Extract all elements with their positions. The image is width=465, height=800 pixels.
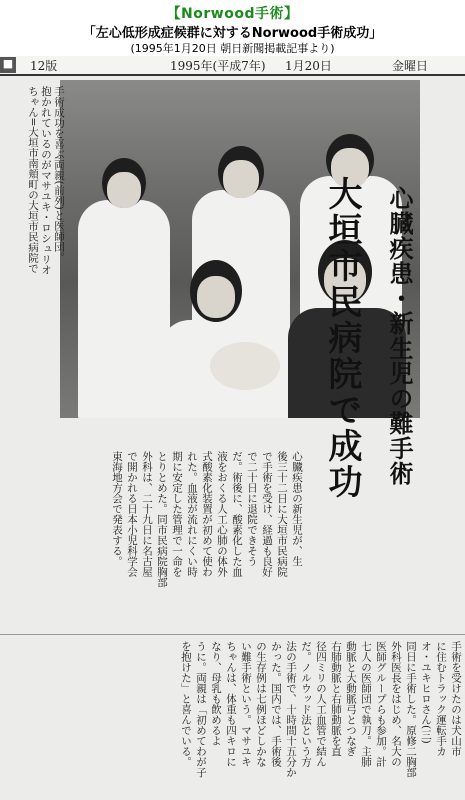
article-photo bbox=[60, 80, 420, 418]
source-note: (1995年1月20日 朝日新聞掲載記事より) bbox=[130, 42, 335, 55]
doctor-figure bbox=[78, 200, 170, 418]
baby-figure bbox=[210, 342, 280, 390]
page-subtitle: 「左心低形成症候群に対するNorwood手術成功」 bbox=[82, 26, 383, 41]
newspaper-clipping bbox=[0, 56, 465, 800]
article-body-lower: 手術を受けたのは犬山市 に住むトラック運転手カ オ・ユキヒロさん(三) 同日に手術した。原修二胸部 外科医長をはじめ、名大の 医師グループらも参加。計 七人の医師団で執刀。主肺 動脈と大動脈弓とつなぎ 右肺動脈と右肺動脈を直 径四ミリの人工血管で結ん だ。ノルウッド法という方 法の手術で、十時間十五分か かった。国内では、手術後 の生存例は七例ほどしかな い難手術という。マサユキ ちゃんは、体重も四キロに なり、母乳も飲めるよ うに。両親は「初めてわが子 を抱けた」と喜んでいる。 bbox=[180, 641, 462, 778]
masthead-date: 1月20日 bbox=[285, 59, 332, 73]
masthead-year: 1995年(平成7年) bbox=[170, 59, 266, 73]
masthead-block: ■ bbox=[0, 57, 16, 73]
photo-caption: 手術成功を喜ぶ両親(前列)と医師団。 抱かれているのがマサユキ・ロシュリオ ちゃん=大垣市南頬町の大垣市民病院で bbox=[27, 86, 65, 275]
article-body-upper: 心臓疾患の新生児が、生 後三十二日に大垣市民病院 で手術を受け、経過も良好 で二十日に退院できそう だ。術後に、酸素化した血 液をおくる人工心肺の体外 式酸素化装置が初めて使わ れた。血液が流れにくい時 期に安定した管理で一命を とりとめた。同市民病院胸部 外科は、二十九日に名古屋 で開かれる日本小児科学会 東海地方会で発表する。 bbox=[111, 451, 303, 588]
sub-headline: 心臓疾患・新生児の難手術 bbox=[385, 186, 414, 486]
mother-face bbox=[197, 276, 235, 318]
masthead-weekday: 金曜日 bbox=[392, 59, 429, 73]
masthead-edition: 12版 bbox=[30, 59, 58, 73]
doctor-face bbox=[223, 160, 259, 198]
masthead bbox=[0, 56, 465, 76]
main-headline: 大垣市民病院で成功 bbox=[322, 176, 362, 500]
doctor-face bbox=[107, 172, 141, 208]
page-title: 【Norwood手術】 bbox=[166, 6, 299, 22]
column-divider bbox=[0, 634, 465, 635]
